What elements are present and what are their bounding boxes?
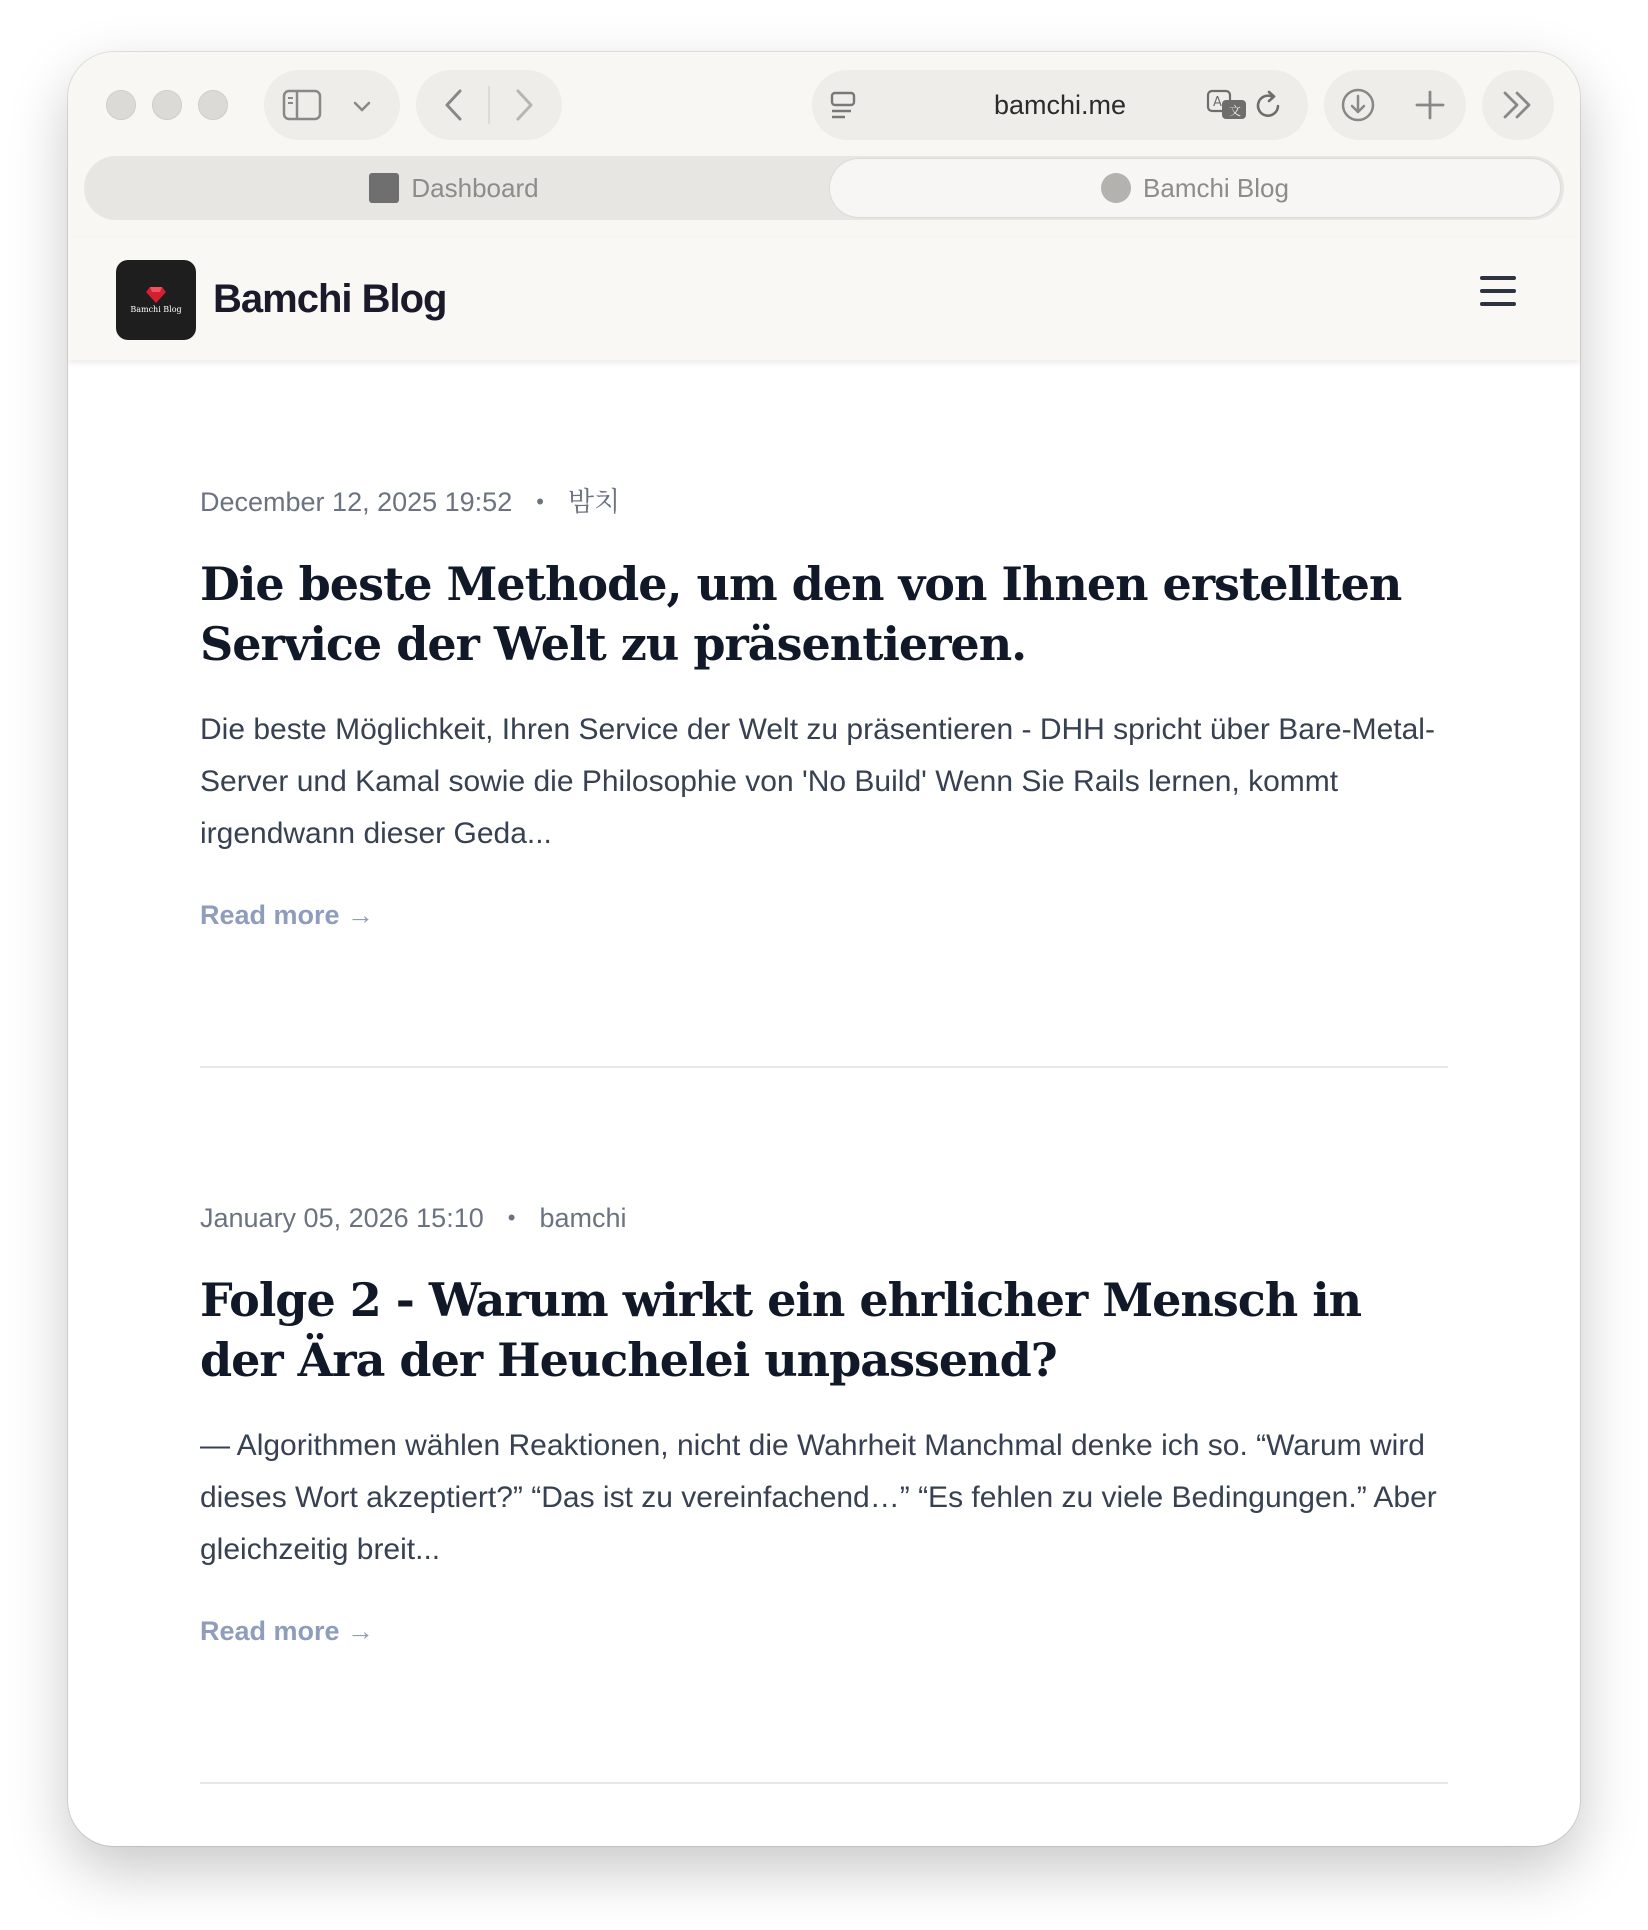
download-icon[interactable] xyxy=(1338,85,1378,125)
post-title[interactable]: Folge 2 - Warum wirkt ein ehrlicher Mensch in der Ära der Heuchelei unpassend? xyxy=(200,1273,1362,1387)
svg-text:A: A xyxy=(1213,95,1222,110)
new-tab-plus-icon[interactable] xyxy=(1410,85,1450,125)
post-meta xyxy=(200,482,1448,522)
sidebar-toggle-icon[interactable] xyxy=(282,87,322,123)
sidebar-control-group xyxy=(264,70,400,140)
blog-favicon-icon xyxy=(1101,173,1131,203)
meta-separator: • xyxy=(507,1205,516,1230)
site-logo[interactable] xyxy=(116,260,196,340)
site-title[interactable]: Bamchi Blog xyxy=(213,277,447,321)
read-more-link[interactable]: Read more → xyxy=(200,900,375,930)
tab-label: Dashboard xyxy=(411,172,539,203)
post-author: bamchi xyxy=(539,1203,627,1233)
tab-bar xyxy=(84,156,1564,220)
post-date: December 12, 2025 19:52 xyxy=(200,487,513,517)
browser-window xyxy=(68,52,1580,1846)
post-excerpt: — Algorithmen wählen Reaktionen, nicht die Wahrheit Manchmal denke ich so. “Warum wird dieses Wort akzeptiert?” “Das ist zu vereinfachend…” “Es fehlen zu viele Bedingungen.” Aber gleichzeitig breit... xyxy=(200,1429,1437,1566)
hamburger-menu-icon[interactable] xyxy=(1478,276,1518,316)
translate-icon[interactable] xyxy=(1206,86,1248,124)
meta-separator: • xyxy=(536,489,544,514)
navigation-control-group xyxy=(416,70,562,140)
dashboard-favicon-icon xyxy=(369,173,399,203)
post-date: January 05, 2026 15:10 xyxy=(200,1203,484,1233)
chevron-down-icon[interactable] xyxy=(348,92,376,120)
forward-arrow-icon[interactable] xyxy=(504,85,544,125)
svg-text:文: 文 xyxy=(1229,104,1242,118)
tab-bamchi-blog[interactable] xyxy=(830,159,1560,217)
post-title[interactable]: Die beste Methode, um den von Ihnen erstellten Service der Welt zu präsentieren. xyxy=(200,557,1402,671)
toolbar-actions-group xyxy=(1324,70,1466,140)
tab-label: Bamchi Blog xyxy=(1143,172,1289,203)
post-item xyxy=(200,1198,1448,1647)
post-item xyxy=(200,482,1448,931)
tab-dashboard[interactable] xyxy=(84,156,824,220)
post-author: 밤치 xyxy=(567,487,621,517)
address-bar[interactable] xyxy=(812,70,1308,140)
toolbar-overflow-group xyxy=(1482,70,1554,140)
post-excerpt: Die beste Möglichkeit, Ihren Service der Welt zu präsentieren - DHH spricht über Bare-Metal-Server und Kamal sowie die Philosophie von 'No Build' Wenn Sie Rails lernen, kommt irgendwann dieser Geda... xyxy=(200,713,1435,850)
logo-text: Bamchi Blog xyxy=(130,304,182,314)
ruby-gem-icon xyxy=(146,287,166,303)
reload-icon[interactable] xyxy=(1252,88,1286,122)
read-more-link[interactable]: Read more → xyxy=(200,1616,375,1646)
post-meta xyxy=(200,1198,1448,1238)
double-chevron-right-icon[interactable] xyxy=(1498,85,1538,125)
post-divider xyxy=(200,1066,1448,1068)
nav-divider xyxy=(488,86,490,124)
url-text[interactable]: bamchi.me xyxy=(993,90,1127,120)
close-window-button[interactable] xyxy=(106,90,136,120)
site-header xyxy=(68,238,1580,360)
back-arrow-icon[interactable] xyxy=(434,85,474,125)
zoom-window-button[interactable] xyxy=(198,90,228,120)
minimize-window-button[interactable] xyxy=(152,90,182,120)
post-divider xyxy=(200,1782,1448,1784)
